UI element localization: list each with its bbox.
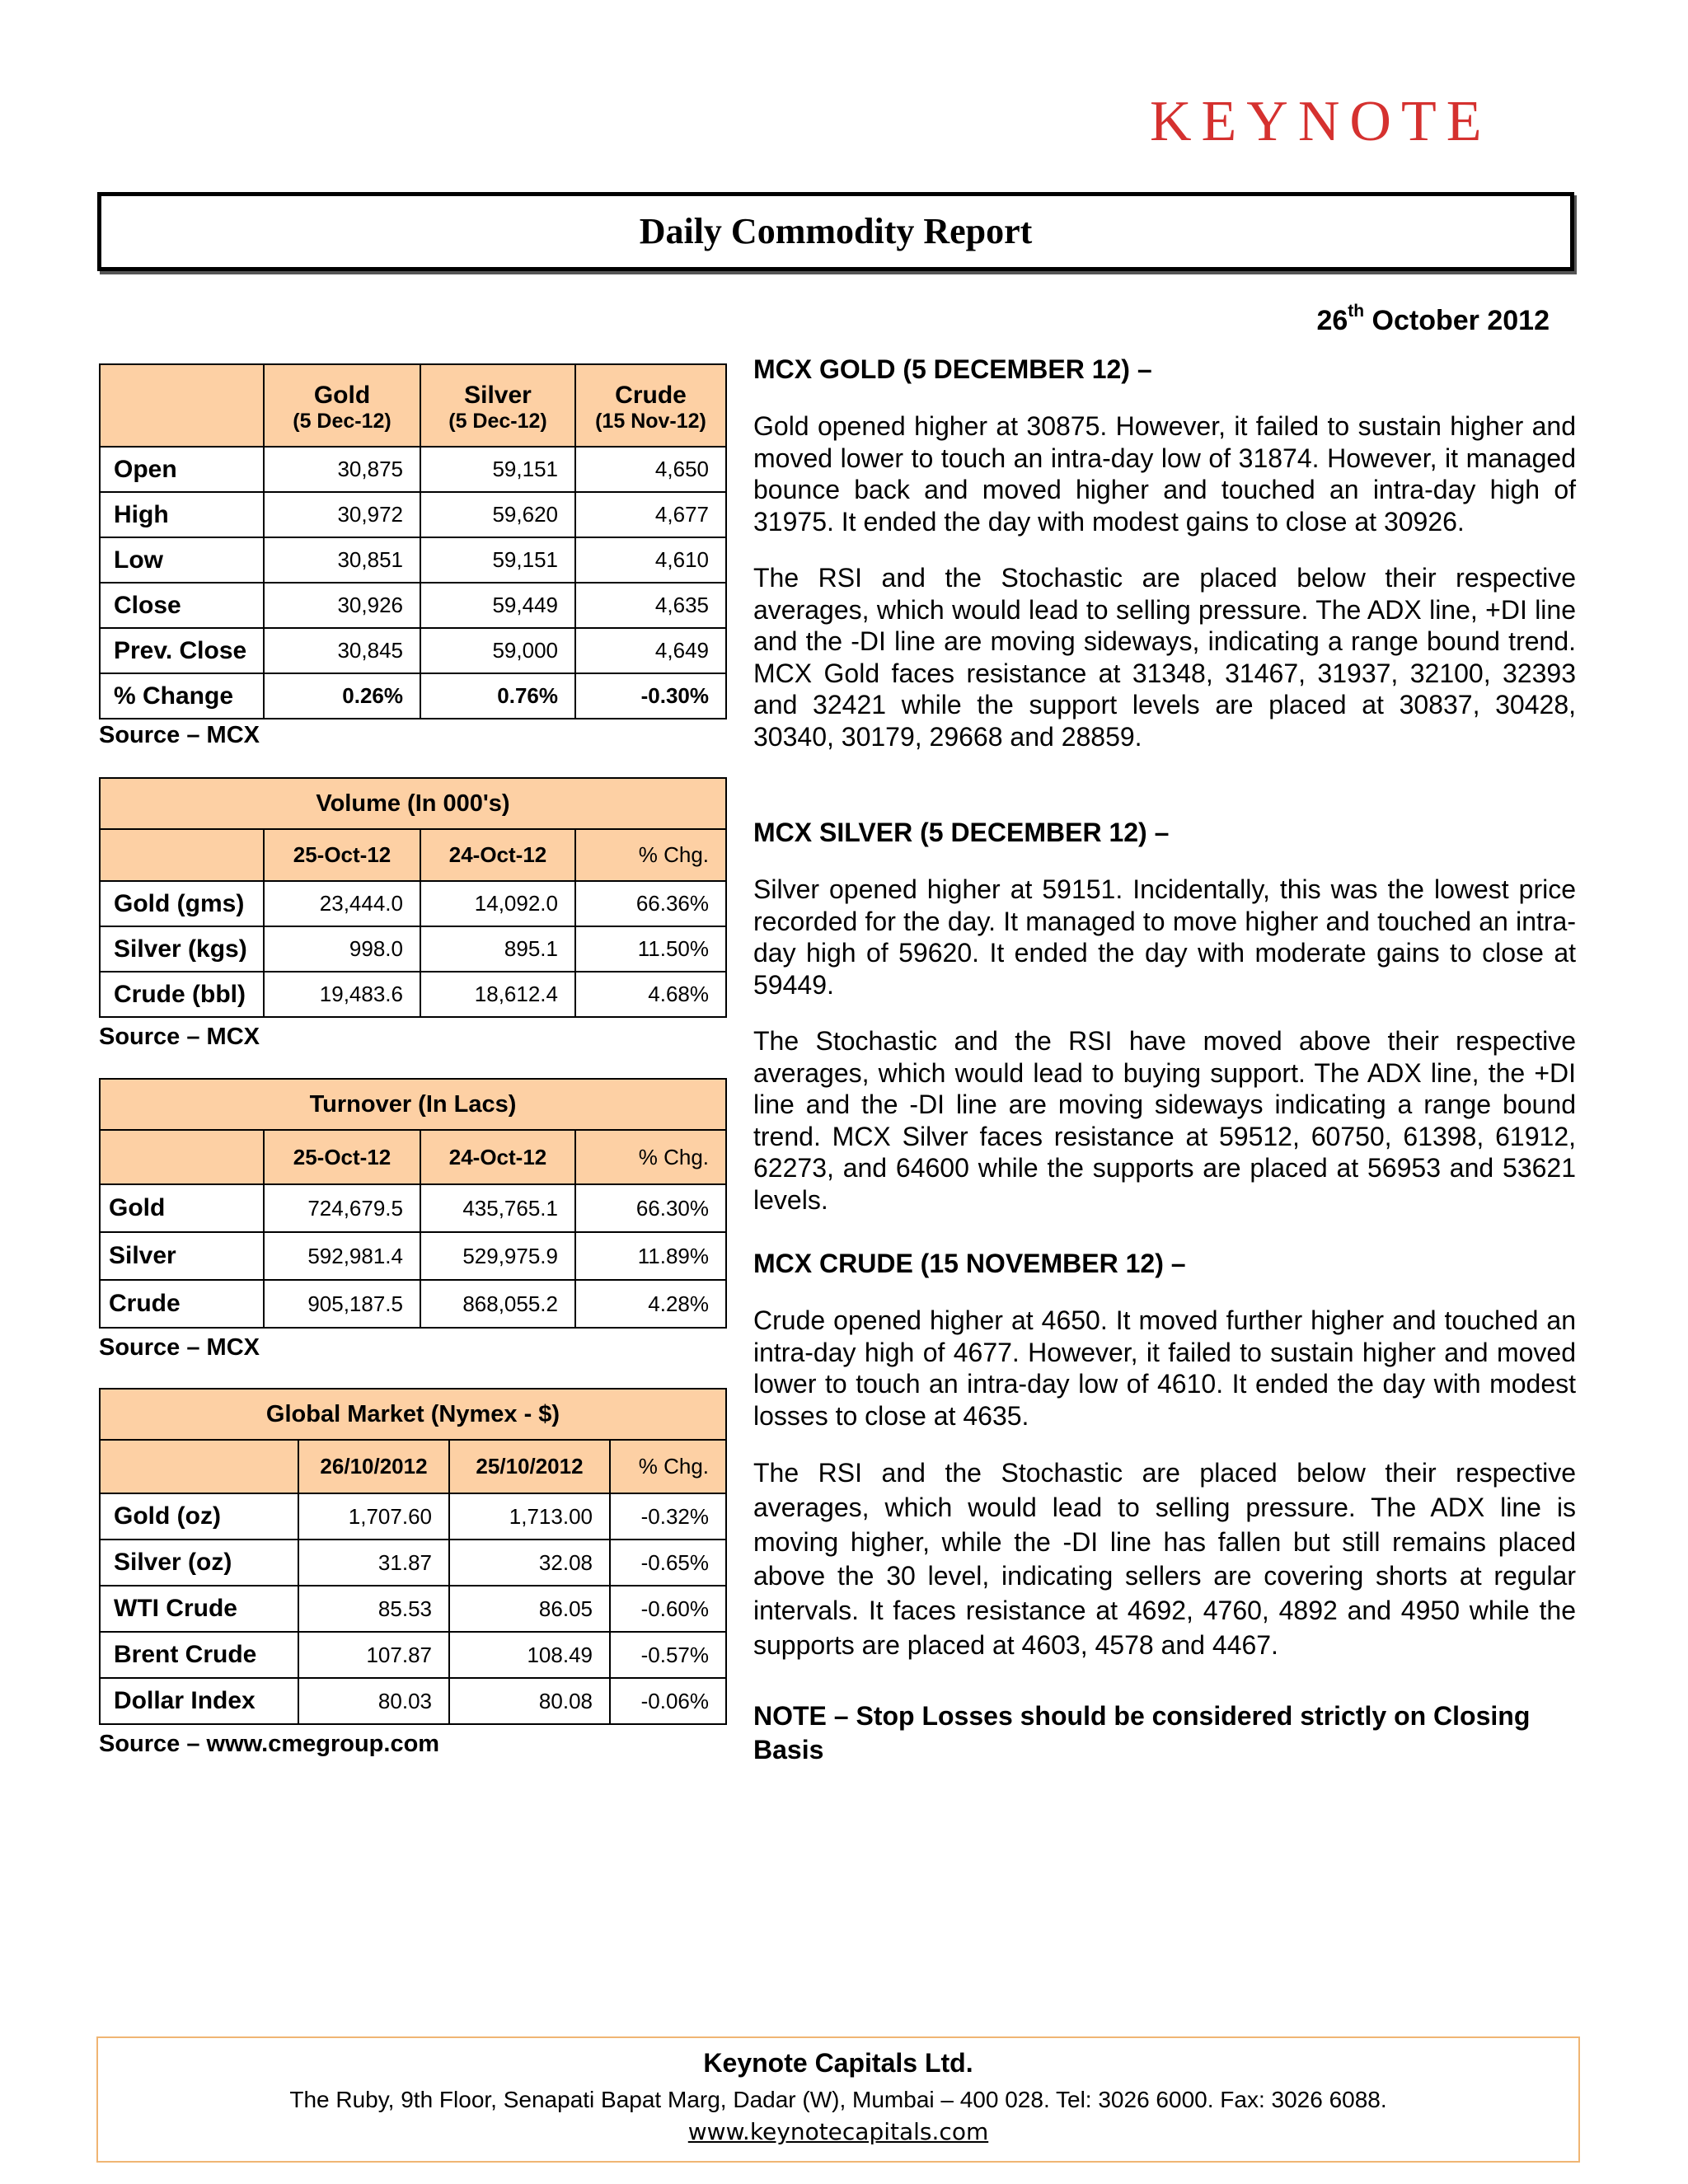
table-row: Silver (kgs) 998.0 895.1 11.50%: [100, 926, 726, 972]
table-row: % Change 0.26% 0.76% -0.30%: [100, 673, 726, 719]
footer: [96, 2036, 1580, 2163]
global-header-row: 26/10/2012 25/10/2012 % Chg.: [100, 1440, 726, 1493]
table-row: Brent Crude 107.87 108.49 -0.57%: [100, 1632, 726, 1678]
gold-paragraph-2: The RSI and the Stochastic are placed below their respective averages, which would lead to selling pressure. The ADX line, +DI line and the -DI line are moving sideways, indicating a range bound trend. MCX Gold faces resistance at 31348, 31467, 31937, 32100, 32393 and 32421 while the support levels are placed at 30837, 30428, 30340, 30179, 29668 and 28859.: [753, 563, 1576, 752]
table-row: Gold (oz) 1,707.60 1,713.00 -0.32%: [100, 1493, 726, 1540]
table-row: Gold (gms) 23,444.0 14,092.0 66.36%: [100, 881, 726, 926]
table-row: Prev. Close 30,845 59,000 4,649: [100, 628, 726, 673]
table-row: Open 30,875 59,151 4,650: [100, 447, 726, 492]
gold-paragraph-1: Gold opened higher at 30875. However, it failed to sustain higher and moved lower to touch an intra-day low of 31874. However, it managed bounce back and moved higher and touched an intra-day high of 31975. It ended the day with modest gains to close at 30926.: [753, 411, 1576, 537]
header-blank: [100, 364, 264, 447]
table-row: High 30,972 59,620 4,677: [100, 492, 726, 537]
note-section: [753, 1699, 1576, 1767]
price-source: Source – MCX: [99, 722, 260, 748]
crude-section: [753, 1247, 1576, 1663]
header-crude: Crude (15 Nov-12): [575, 364, 726, 447]
gold-section: [753, 353, 1576, 752]
turnover-header-row: 25-Oct-12 24-Oct-12 % Chg.: [100, 1130, 726, 1184]
footer-address: The Ruby, 9th Floor, Senapati Bapat Marg, Dadar (W), Mumbai – 400 028. Tel: 3026 6000. Fax: 3026 6088.: [289, 2087, 1387, 2112]
table-row: Silver 592,981.4 529,975.9 11.89%: [100, 1232, 726, 1280]
footer-company: Keynote Capitals Ltd.: [703, 2048, 973, 2078]
report-title: Daily Commodity Report: [639, 211, 1033, 251]
table-row: Silver (oz) 31.87 32.08 -0.65%: [100, 1540, 726, 1586]
volume-source: Source – MCX: [99, 1024, 260, 1050]
price-table: [99, 363, 727, 719]
stop-loss-note: NOTE – Stop Losses should be considered strictly on Closing Basis: [753, 1701, 1531, 1765]
crude-heading: MCX CRUDE (15 NOVEMBER 12) –: [753, 1249, 1186, 1278]
report-title-box: [97, 192, 1574, 271]
turnover-title-row: [100, 1079, 726, 1130]
silver-paragraph-1: Silver opened higher at 59151. Incidentally, this was the lowest price recorded for the day. It managed to move higher and touched an intra-day high of 59620. It ended the day with moderate gains to close at 59449.: [753, 874, 1576, 1000]
table-row: Close 30,926 59,449 4,635: [100, 583, 726, 628]
volume-header-row: 25-Oct-12 24-Oct-12 % Chg.: [100, 829, 726, 881]
table-row: Low 30,851 59,151 4,610: [100, 537, 726, 583]
table-row: Crude (bbl) 19,483.6 18,612.4 4.68%: [100, 972, 726, 1017]
gold-heading: MCX GOLD (5 DECEMBER 12) –: [753, 354, 1152, 384]
crude-paragraph-1: Crude opened higher at 4650. It moved further higher and touched an intra-day high of 4677. However, it failed to sustain higher and moved lower to touch an intra-day low of 4610. It ended the day with modest losses to close at 4635.: [753, 1305, 1576, 1431]
table-row: Gold 724,679.5 435,765.1 66.30%: [100, 1184, 726, 1232]
header-silver: Silver (5 Dec-12): [420, 364, 575, 447]
footer-website-link[interactable]: www.keynotecapitals.com: [687, 2118, 989, 2145]
global-title: Global Market (Nymex - $): [100, 1389, 726, 1440]
price-table-header: [100, 364, 726, 447]
header-gold: Gold (5 Dec-12): [264, 364, 420, 447]
silver-paragraph-2: The Stochastic and the RSI have moved above their respective averages, which would lead to buying support. The ADX line, the +DI line and the -DI line are moving sideways indicating a range bound trend. MCX Silver faces resistance at 59512, 60750, 61398, 61912, 62273, and 64600 while the supports are placed at 56953 and 53621 levels.: [753, 1026, 1576, 1215]
report-date: 26th October 2012: [1316, 302, 1550, 336]
keynote-logo: KEYNOTE: [1150, 90, 1492, 153]
volume-title-row: [100, 778, 726, 829]
volume-title: Volume (In 000's): [100, 778, 726, 829]
turnover-table: [99, 1078, 727, 1329]
crude-paragraph-2: The RSI and the Stochastic are placed below their respective averages, which would lead to selling pressure. The ADX line is moving higher, while the -DI line has fallen but still remains placed above the 30 level, indicating sellers are covering shorts at regular intervals. It faces resistance at 4692, 4760, 4892 and 4950 while the supports are placed at 4603, 4578 and 4467.: [753, 1458, 1576, 1660]
table-row: WTI Crude 85.53 86.05 -0.60%: [100, 1586, 726, 1632]
table-row: Dollar Index 80.03 80.08 -0.06%: [100, 1678, 726, 1724]
silver-heading: MCX SILVER (5 DECEMBER 12) –: [753, 818, 1170, 847]
turnover-source: Source – MCX: [99, 1334, 260, 1361]
global-title-row: [100, 1389, 726, 1440]
volume-table: [99, 777, 727, 1018]
table-row: Crude 905,187.5 868,055.2 4.28%: [100, 1280, 726, 1328]
global-source: Source – www.cmegroup.com: [99, 1731, 440, 1757]
global-market-table: [99, 1388, 727, 1725]
turnover-title: Turnover (In Lacs): [100, 1079, 726, 1130]
silver-section: [753, 816, 1576, 1216]
